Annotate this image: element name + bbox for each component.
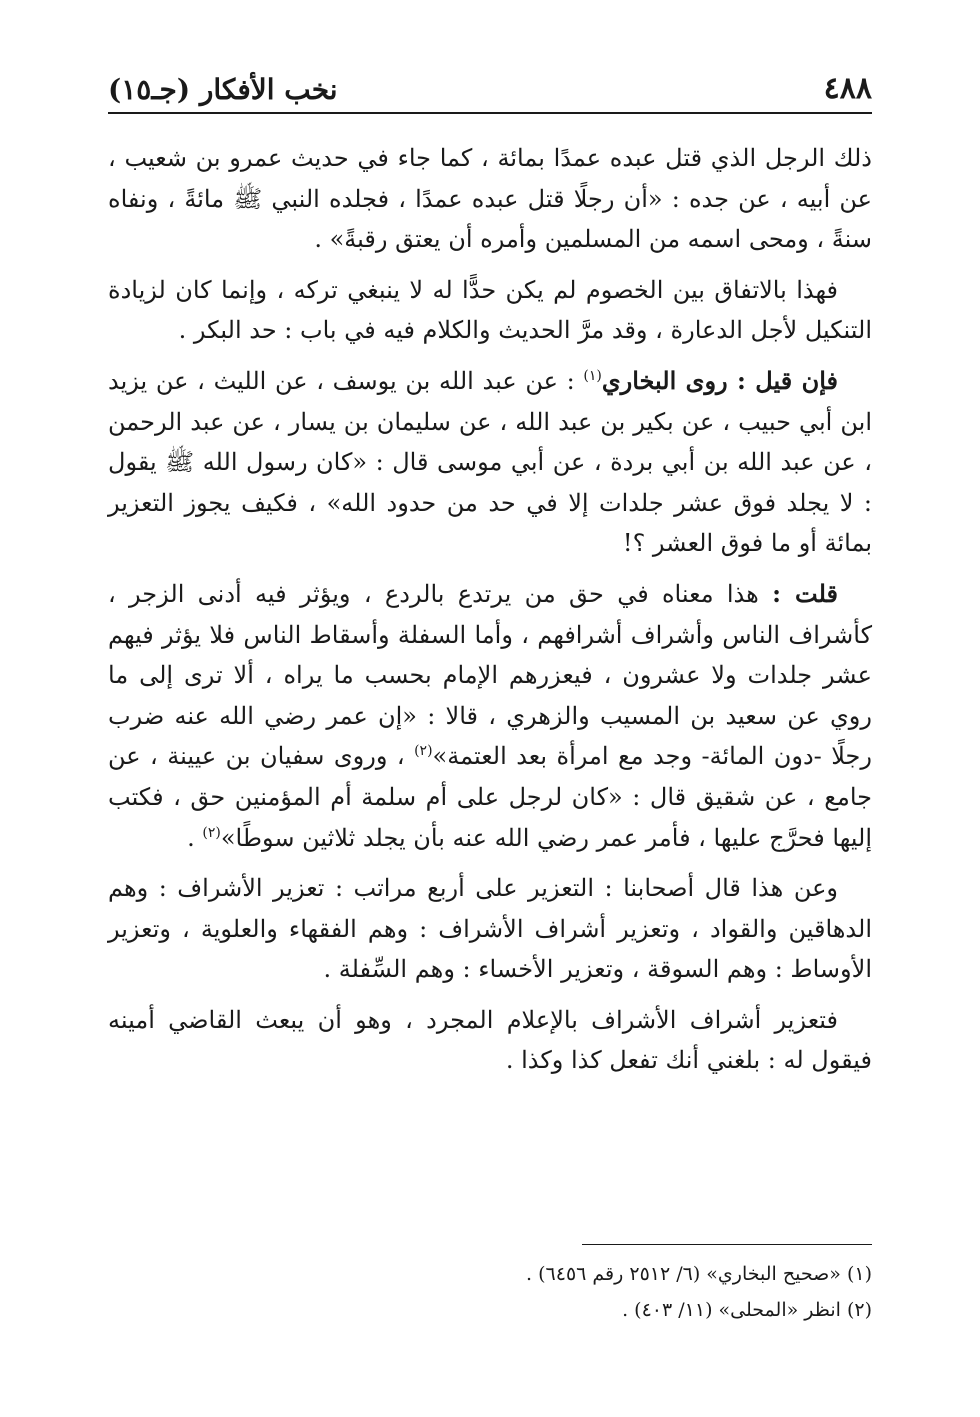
paragraph-text: . [187,823,203,852]
footnotes [108,1256,872,1328]
footnote-ref[interactable]: (١) [583,367,602,384]
paragraph-text: ، وروى سفيان بن عيينة ، عن جامع ، عن شقيق قال : «كان لرجل على أم سلمة أم المؤمنين حق ، فكتب إليها فحرَّج عليها ، فأمر عمر رضي الله عنه بأن يجلد ثلاثين سوطًا» [108,742,872,852]
running-title: نخب الأفكار (جـ١٥) [108,73,338,106]
paragraph-text: وعن هذا قال أصحابنا : التعزير على أربع مراتب : تعزير الأشراف : وهم الدهاقين والقواد ، وتعزير أشراف الأشراف : وهم الفقهاء والعلوية ، وتعزير الأوساط : وهم السوقة ، وتعزير الأخساء : وهم السِّفلة . [108,874,872,984]
footnote-ref[interactable]: (٢) [414,743,433,760]
paragraph-5 [108,868,872,990]
paragraph-6 [108,1000,872,1081]
paragraph-3 [108,361,872,564]
footnote-ref[interactable]: (٢) [202,824,221,841]
footnote-divider [582,1244,872,1245]
paragraph-text: فهذا بالاتفاق بين الخصوم لم يكن حدًّا له لا ينبغي تركه ، وإنما كان لزيادة التنكيل لأجل الدعارة ، وقد مرَّ الحديث والكلام فيه في باب : حد البكر . [108,275,872,345]
main-text [108,138,872,1091]
paragraph-2 [108,270,872,351]
footnote-1: (١) «صحيح البخاري» (٦/ ٢٥١٢ رقم ٦٤٥٦) . [526,1263,872,1285]
paragraph-lead: فإن قيل : روى البخاري [601,365,838,395]
paragraph-1 [108,138,872,260]
paragraph-lead: قلت : [772,578,838,608]
page-header [108,62,872,114]
paragraph-text: ذلك الرجل الذي قتل عبده عمدًا بمائة ، كما جاء في حديث عمرو بن شعيب ، عن أبيه ، عن جده : «أن رجلًا قتل عبده عمدًا ، فجلده النبي ﷺ مائةً ، ونفاه سنةً ، ومحى اسمه من المسلمين وأمره أن يعتق رقبةً» . [108,144,872,254]
page-number: ٤٨٨ [823,71,872,106]
footnote-2: (٢) انظر «المحلى» (١١/ ٤٠٣) . [622,1299,872,1321]
paragraph-4 [108,574,872,858]
paragraph-text: فتعزير أشراف الأشراف بالإعلام المجرد ، وهو أن يبعث القاضي أمينه فيقول له : بلغني أنك تفعل كذا وكذا . [108,1005,872,1075]
paragraph-text: : عن عبد الله بن يوسف ، عن الليث ، عن يزيد ابن أبي حبيب ، عن بكير بن عبد الله ، عن سليمان بن يسار ، عن عبد الرحمن ، عن عبد الله بن أبي بردة ، عن أبي موسى قال : «كان رسول الله ﷺ يقول : لا يجلد فوق عشر جلدات إلا في حد من حدود الله» ، فكيف يجوز التعزير بمائة أو ما فوق العشر ؟! [108,366,872,558]
paragraph-text: هذا معناه في حق من يرتدع بالردع ، ويؤثر فيه أدنى الزجر ، كأشراف الناس وأشراف أشرافهم ، وأما السفلة وأسقاط الناس فلا يؤثر فيهم عشر جلدات ولا عشرون ، فيعزرهم الإمام بحسب ما يراه ، ألا ترى إلى ما روي عن سعيد بن المسيب والزهري ، قالا : «إن عمر رضي الله عنه ضرب رجلًا -دون المائة- وجد مع امرأة بعد العتمة» [108,579,872,771]
